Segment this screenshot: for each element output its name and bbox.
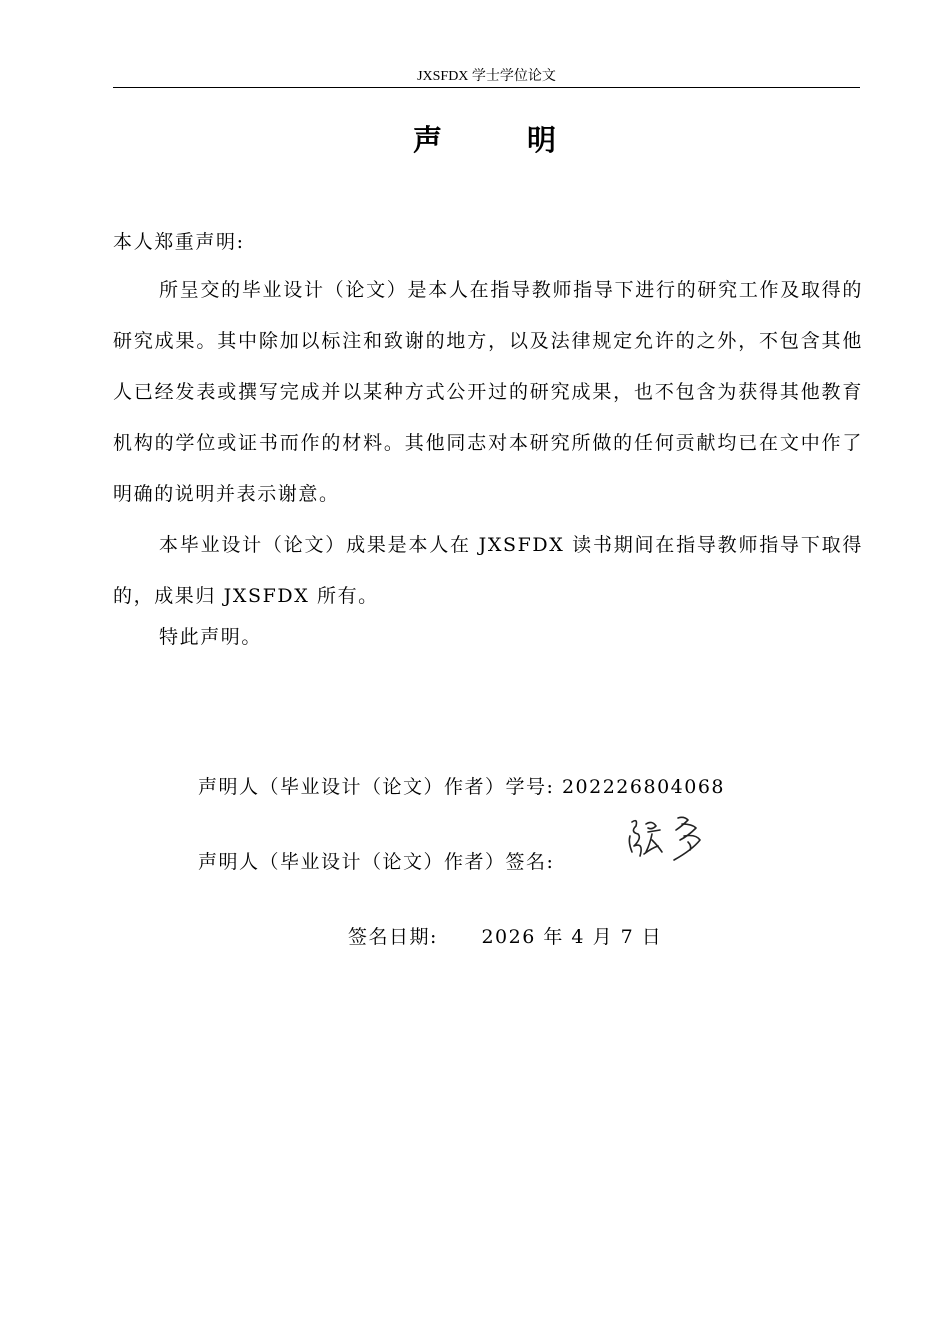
declaration-paragraph-1: 所呈交的毕业设计（论文）是本人在指导教师指导下进行的研究工作及取得的研究成果。其中除加以标注和致谢的地方，以及法律规定允许的之外，不包含其他人已经发表或撰写完成并以某种方式公开过的研究成果，也不包含为获得其他教育机构的学位或证书而作的材料。其他同志对本研究所做的任何贡献均已在文中作了明确的说明并表示谢意。	[113, 279, 863, 505]
date-year: 2026	[481, 926, 536, 948]
declaration-paragraph-2: 本毕业设计（论文）成果是本人在 JXSFDX 读书期间在指导教师指导下取得的，成果归 JXSFDX 所有。	[113, 534, 863, 607]
header-rule	[113, 87, 860, 88]
date-label: 签名日期:	[348, 926, 438, 948]
signature-line	[198, 847, 554, 877]
date-day: 7	[620, 926, 635, 948]
student-id-line	[198, 772, 725, 802]
handwritten-signature	[622, 812, 712, 872]
title-char-1: 声	[413, 123, 443, 157]
date-month-unit: 月	[592, 926, 614, 948]
student-id-value: 202226804068	[561, 776, 726, 798]
date-year-unit: 年	[543, 926, 564, 948]
student-id-label: 声明人（毕业设计（论文）作者）学号:	[198, 776, 555, 798]
running-header: JXSFDX 学士学位论文	[417, 69, 556, 84]
date-month: 4	[571, 926, 586, 948]
title-char-2: 明	[527, 123, 557, 157]
declaration-intro: 本人郑重声明:	[113, 231, 245, 253]
date-day-unit: 日	[641, 926, 663, 948]
declaration-paragraph-3: 特此声明。	[159, 626, 263, 648]
signature-date-line	[348, 922, 662, 952]
signature-label: 声明人（毕业设计（论文）作者）签名:	[198, 851, 555, 873]
